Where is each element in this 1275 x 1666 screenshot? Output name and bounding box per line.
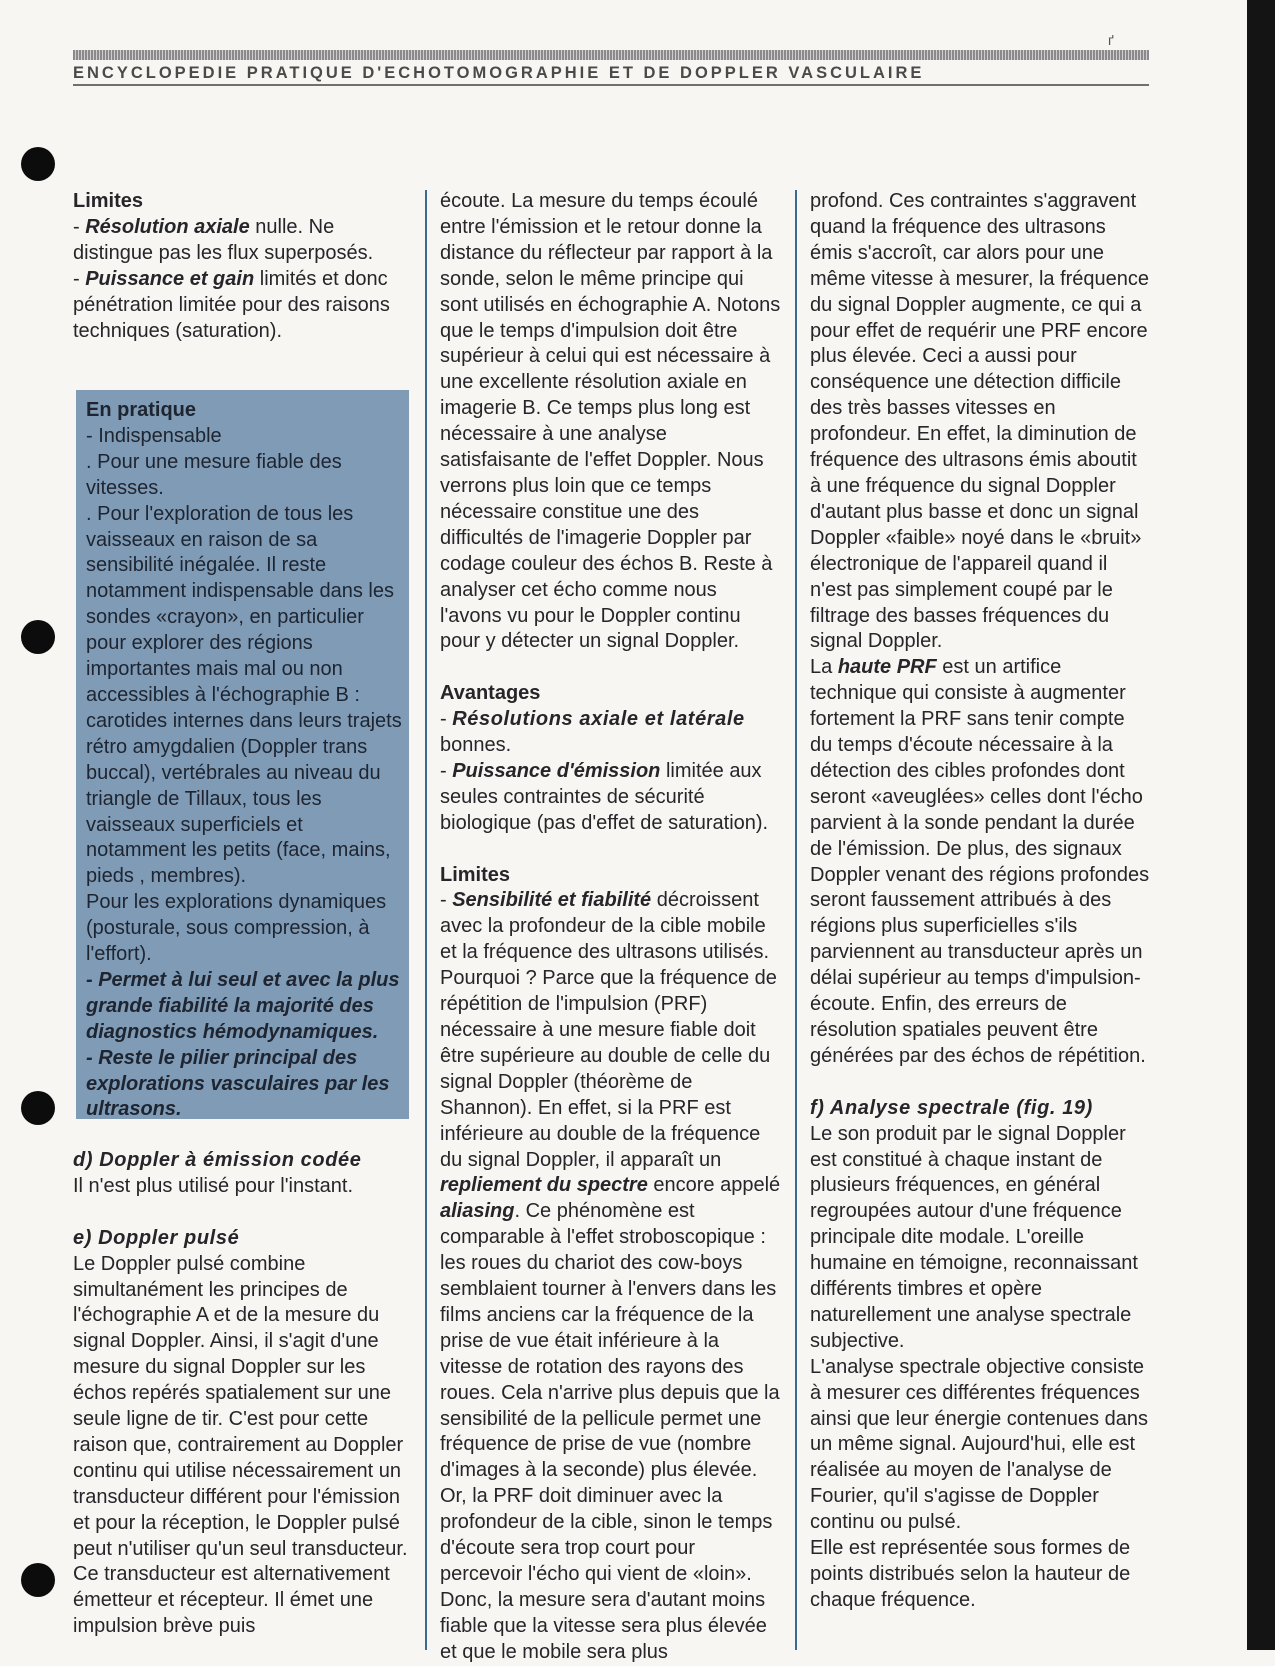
column-divider bbox=[795, 190, 797, 1650]
text: . Ce phénomène est comparable à l'effet stroboscopique : les roues du chariot des cow-boys semblaient tourner à l'envers dans les films anciens car la fréquence de la prise de vue était inférieure à la vitesse de rotation des rayons des roues. Cela n'arrive plus depuis que la sensibilité de la pellicule permet une fréquence de prise de vue (nombre d'images à la seconde) plus élevée. Or, la PRF doit diminuer avec la profondeur de la cible, sinon le temps d'écoute sera trop court pour percevoir l'écho qui vient de «loin». Donc, la mesure sera d'autant moins fiable que la vitesse sera plus élevée et que le mobile sera plus bbox=[440, 1200, 780, 1663]
key-term: aliasing bbox=[440, 1200, 515, 1223]
text: limitée aux seules contraintes de sécurité biologique (pas d'effet de saturation). bbox=[440, 759, 769, 834]
in-practice-box-text bbox=[86, 398, 402, 1123]
paragraph: L'analyse spectrale objective consiste à mesurer ces différentes fréquences ainsi que leur énergie contenues dans un même signal. Aujourd'hui, elle est réalisée au moyen de l'analyse de Fourier, qu'il s'agisse de Doppler continu ou pulsé. bbox=[810, 1355, 1149, 1534]
column-1 bbox=[73, 189, 411, 344]
section-title: d) Doppler à émission codée bbox=[73, 1149, 362, 1171]
paragraph: Il n'est plus utilisé pour l'instant. bbox=[73, 1174, 353, 1197]
paragraph: - Reste le pilier principal des explorations vasculaires par les ultrasons. bbox=[86, 1046, 390, 1121]
text: est un artifice technique qui consiste à augmenter fortement la PRF sans tenir compte du temps d'écoute nécessaire à la détection des cibles profondes dont seront «aveuglées» celles dont l'écho parvient à la sonde pendant la durée de l'émission. De plus, des signaux Doppler venant des régions profondes seront faussement attribués à des régions plus superficielles s'ils parviennent au transducteur après un délai supérieur au temps d'impulsion-écoute. Enfin, des erreurs de résolution spatiales peuvent être générées par des échos de répétition. bbox=[810, 656, 1150, 1067]
paragraph: Elle est représentée sous formes de points distribués selon la hauteur de chaque fréquence. bbox=[810, 1537, 1131, 1611]
paragraph: . Pour une mesure fiable des vitesses. bbox=[86, 450, 342, 499]
key-term: Résolutions axiale et latérale bbox=[452, 708, 745, 731]
text: encore appelé bbox=[647, 1174, 781, 1197]
paragraph: - Permet à lui seul et avec la plus grande fiabilité la majorité des diagnostics hémodynamiques. bbox=[86, 968, 400, 1043]
paragraph: profond. Ces contraintes s'aggravent quand la fréquence des ultrasons émis s'accroît, car alors pour une même vitesse à mesurer, la fréquence du signal Doppler augmente, ce qui a pour effet de requérir une PRF encore plus élevée. Ceci a aussi pour conséquence une détection difficile des très basses vitesses en profondeur. En effet, la diminution de fréquence des ultrasons émis aboutit à une fréquence du signal Doppler d'autant plus basse et donc un signal Doppler «faible» noyé dans le «bruit» électronique de l'appareil quand il n'est pas simplement coupé par le filtrage des basses fréquences du signal Doppler. bbox=[810, 190, 1150, 653]
binder-hole bbox=[21, 1563, 55, 1597]
section-title: f) Analyse spectrale (fig. 19) bbox=[810, 1096, 1093, 1119]
column-2 bbox=[440, 189, 781, 1666]
section-title: e) Doppler pulsé bbox=[73, 1226, 240, 1249]
binder-hole bbox=[21, 1091, 55, 1125]
paragraph: Le Doppler pulsé combine simultanément les principes de l'échographie A et de la mesure du signal Doppler. Ainsi, il s'agit d'une mesure du signal Doppler sur les échos repérés spatialement sur une seule ligne de tir. C'est pour cette raison que, contrairement au Doppler continu qui utilise nécessairement un transducteur différent pour l'émission et pour la réception, le Doppler pulsé peut n'utiliser qu'un seul transducteur. Ce transducteur est alternativement émetteur et récepteur. Il émet une impulsion brève puis bbox=[73, 1252, 408, 1638]
key-term: Résolution axiale bbox=[85, 215, 250, 238]
paragraph: - Résolutions axiale et latérale bonnes. bbox=[440, 708, 745, 757]
paragraph: . Pour l'exploration de tous les vaisseaux en raison de sa sensibilité inégalée. Il reste notamment indispensable dans les sondes «crayon», en particulier pour explorer des régions importantes mais mal ou non accessibles à l'échographie B : carotides internes dans leurs trajets rétro amygdalien (Doppler trans buccal), vertébrales au niveau du triangle de Tillaux, tous les vaisseaux superficiels et notamment les petits (face, mains, pieds , membres). bbox=[86, 502, 402, 888]
text: nulle. Ne distingue pas les flux superposés. bbox=[73, 215, 374, 264]
page-edge-shadow bbox=[1247, 0, 1275, 1650]
section-heading: Limites bbox=[73, 190, 144, 212]
column-3 bbox=[810, 189, 1150, 1614]
header-pattern-rule bbox=[73, 50, 1149, 60]
text: bonnes. bbox=[440, 734, 512, 757]
paragraph bbox=[810, 655, 1150, 1070]
key-term: Puissance et gain bbox=[85, 267, 255, 290]
text: décroissent avec la profondeur de la cible mobile et la fréquence des ultrasons utilisés. Pourquoi ? Parce que la fréquence de répétition de l'impulsion (PRF) nécessaire à une mesure fiable doit être supérieure au double de celle du signal Doppler (théorème de Shannon). En effet, si la PRF est inférieure au double de la fréquence du signal Doppler, il apparaît un bbox=[440, 889, 777, 1171]
text: limités et donc pénétration limitée pour des raisons techniques (saturation). bbox=[73, 267, 390, 342]
section-heading: Limites bbox=[440, 863, 511, 886]
paragraph: - Puissance et gain limités et donc pénétration limitée pour des raisons techniques (saturation). bbox=[73, 267, 390, 342]
paragraph: Pour les explorations dynamiques (posturale, sous compression, à l'effort). bbox=[86, 891, 387, 966]
binder-hole bbox=[21, 620, 55, 654]
paragraph: - Puissance d'émission limitée aux seules contraintes de sécurité biologique (pas d'effet de saturation). bbox=[440, 759, 769, 834]
paragraph: - Sensibilité et fiabilité décroissent avec la profondeur de la cible mobile et la fréquence des ultrasons utilisés. Pourquoi ? Parce que la fréquence de répétition de l'impulsion (PRF) nécessaire à une mesure fiable doit être supérieure au double de celle du signal Doppler (théorème de Shannon). En effet, si la PRF est inférieure au double de la fréquence du signal Doppler, il apparaît un repliement du spectre encore appelé aliasing. Ce phénomène est comparable à l'effet stroboscopique : les roues du chariot des cow-boys semblaient tourner à l'envers dans les films anciens car la fréquence de la prise de vue était inférieure à la vitesse de rotation des rayons des roues. Cela n'arrive plus depuis que la sensibilité de la pellicule permet une fréquence de prise de vue (nombre d'images à la seconde) plus élevée. Or, la PRF doit diminuer avec la profondeur de la cible, sinon le temps d'écoute sera trop court pour percevoir l'écho qui vient de «loin». Donc, la mesure sera d'autant moins fiable que la vitesse sera plus élevée et que le mobile sera plus bbox=[440, 889, 781, 1663]
column-divider bbox=[425, 190, 427, 1650]
paragraph: Le son produit par le signal Doppler est constitué à chaque instant de plusieurs fréquences, en général regroupées autour d'une fréquence principale dite modale. L'oreille humaine en témoigne, reconnaissant différents timbres et opère naturellement une analyse spectrale subjective. bbox=[810, 1122, 1138, 1352]
paragraph: écoute. La mesure du temps écoulé entre l'émission et le retour donne la distance du réflecteur par rapport à la sonde, selon le même principe qui sont utilisés en échographie A. Notons que le temps d'impulsion doit être supérieur à celui qui est nécessaire à une excellente résolution axiale en imagerie B. Ce temps plus long est nécessaire à une analyse satisfaisante de l'effet Doppler. Nous verrons plus loin que ce temps nécessaire constitue une des difficultés de l'imagerie Doppler par codage couleur des échos B. Reste à analyser cet écho comme nous l'avons vu pour le Doppler continu pour y détecter un signal Doppler. bbox=[440, 190, 781, 653]
key-term: haute PRF bbox=[837, 656, 937, 679]
column-1-lower bbox=[73, 1148, 411, 1640]
section-heading: Avantages bbox=[440, 682, 541, 705]
key-term: Sensibilité et fiabilité bbox=[452, 889, 652, 912]
running-header: ENCYCLOPEDIE PRATIQUE D'ECHOTOMOGRAPHIE ET DE DOPPLER VASCULAIRE bbox=[73, 64, 925, 82]
corner-mark: ґ bbox=[1108, 32, 1114, 48]
binder-hole bbox=[21, 147, 55, 181]
key-term: Puissance d'émission bbox=[452, 759, 661, 782]
paragraph: - Résolution axiale nulle. Ne distingue pas les flux superposés. bbox=[73, 215, 374, 264]
text: La bbox=[810, 656, 838, 679]
box-heading: En pratique bbox=[86, 399, 197, 421]
key-term: repliement du spectre bbox=[440, 1174, 648, 1197]
paragraph: - Indispensable bbox=[86, 424, 222, 447]
header-underline bbox=[73, 84, 1149, 86]
